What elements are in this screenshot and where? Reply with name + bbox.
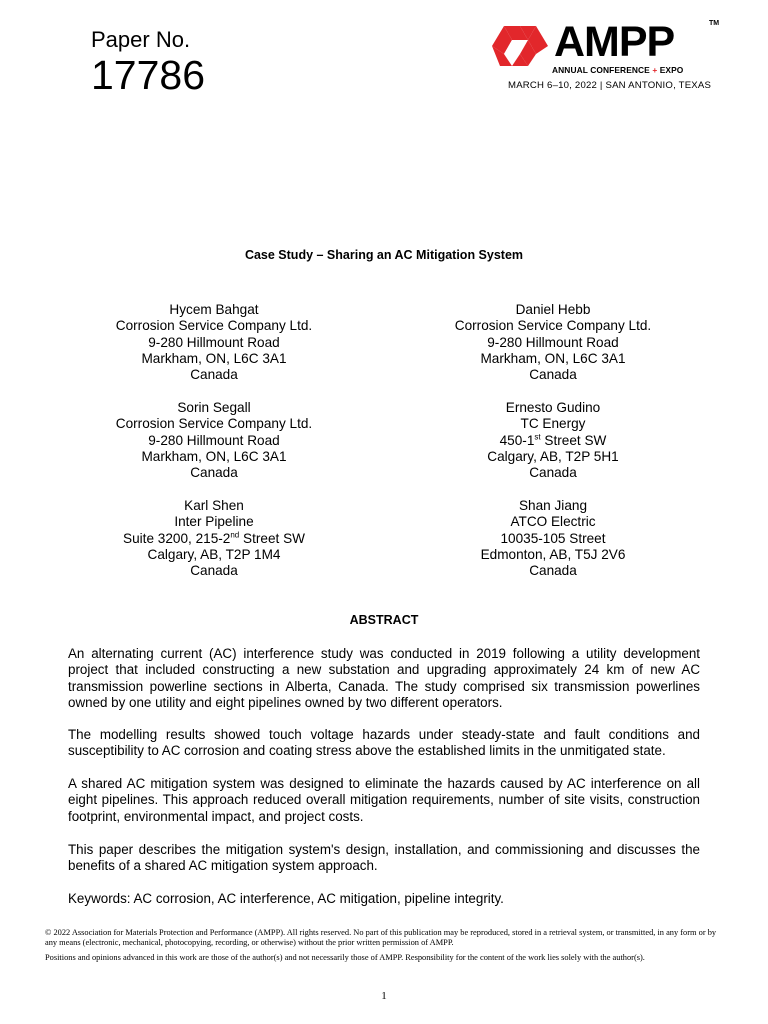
author-name: Sorin Segall [177, 400, 251, 415]
keywords-label: Keywords: [68, 891, 131, 906]
logo-subtitle-part2: EXPO [659, 65, 684, 75]
paper-label: Paper No. [91, 27, 191, 52]
author-street: 9-280 Hillmount Road [148, 432, 280, 448]
copyright-notice: © 2022 Association for Materials Protection and Performance (AMPP). All rights reserved. No part of this publication may be reproduced, stored in a retrieval system, or transmitted, in any form or by any means (electronic, mechanical, photocopying, recording, or otherwise) without the prior written permission of AMPP. [45, 928, 717, 948]
abstract-paragraph: The modelling results showed touch voltage hazards under steady-state and fault conditions and susceptibility to AC corrosion and coating stress above the established limits in the unmitigated state. [68, 727, 700, 759]
author-org: ATCO Electric [510, 514, 596, 530]
ordinal-suffix: st [534, 432, 541, 442]
street-post: Street SW [540, 432, 607, 448]
author-block [403, 498, 703, 579]
author-name: Karl Shen [184, 498, 244, 513]
author-org: Inter Pipeline [174, 514, 254, 530]
logo-subtitle-part1: ANNUAL CONFERENCE [552, 65, 650, 75]
author-country: Canada [190, 367, 238, 383]
author-country: Canada [529, 367, 577, 383]
author-city: Calgary, AB, T2P 1M4 [147, 546, 281, 562]
author-country: Canada [190, 563, 238, 579]
street-pre: 450-1 [499, 432, 535, 448]
author-block [403, 302, 703, 383]
author-street [403, 433, 703, 449]
author-city: Markham, ON, L6C 3A1 [141, 350, 287, 366]
logo-trademark: TM [709, 20, 720, 27]
street-pre: Suite 3200, 215-2 [123, 530, 231, 546]
author-street: 9-280 Hillmount Road [148, 334, 280, 350]
author-street: 9-280 Hillmount Road [487, 334, 619, 350]
author-name: Daniel Hebb [515, 302, 591, 317]
ampp-logo [490, 18, 722, 96]
author-city: Edmonton, AB, T5J 2V6 [480, 546, 626, 562]
author-country: Canada [529, 563, 577, 579]
abstract-paragraph: An alternating current (AC) interference study was conducted in 2019 following a utility development project that included constructing a new substation and upgrading approximately 24 km of new AC transmission powerline sections in Alberta, Canada. The study comprised six transmission powerlines owned by one utility and eight pipelines owned by two different operators. [68, 646, 700, 710]
author-name: Hycem Bahgat [169, 302, 259, 317]
author-org: Corrosion Service Company Ltd. [115, 416, 313, 432]
author-org: Corrosion Service Company Ltd. [454, 318, 652, 334]
author-street: 10035-105 Street [500, 530, 606, 546]
author-name: Shan Jiang [518, 498, 588, 513]
abstract-paragraph: A shared AC mitigation system was designed to eliminate the hazards caused by AC interference on all eight pipelines. This approach reduced overall mitigation requirements, number of site visits, construction footprint, environmental impact, and project costs. [68, 776, 700, 824]
author-city: Markham, ON, L6C 3A1 [141, 448, 287, 464]
ampp-logo-mark-icon [490, 24, 550, 68]
author-block [64, 498, 364, 579]
street-post: Street SW [239, 530, 305, 546]
author-org: TC Energy [520, 416, 586, 432]
author-org: Corrosion Service Company Ltd. [115, 318, 313, 334]
author-street [64, 531, 364, 547]
ordinal-suffix: nd [230, 530, 240, 540]
abstract-heading: ABSTRACT [349, 613, 419, 627]
page-number: 1 [381, 990, 387, 1002]
author-country: Canada [190, 465, 238, 481]
author-country: Canada [529, 465, 577, 481]
author-block [64, 302, 364, 383]
author-city: Markham, ON, L6C 3A1 [480, 350, 626, 366]
keywords-text: AC corrosion, AC interference, AC mitigation, pipeline integrity. [133, 891, 504, 906]
paper-number: 17786 [91, 52, 206, 98]
disclaimer-notice: Positions and opinions advanced in this work are those of the author(s) and not necessarily those of AMPP. Responsibility for the content of the work lies solely with the author(s). [45, 953, 645, 962]
conference-dates: MARCH 6–10, 2022 | SAN ANTONIO, TEXAS [508, 80, 712, 91]
logo-wordmark: AMPP [554, 18, 675, 66]
logo-subtitle-plus: + [652, 65, 658, 75]
author-city: Calgary, AB, T2P 5H1 [487, 448, 619, 464]
author-name: Ernesto Gudino [505, 400, 601, 415]
abstract-paragraph: This paper describes the mitigation system's design, installation, and commissioning and discusses the benefits of a shared AC mitigation system approach. [68, 842, 700, 874]
keywords [68, 891, 700, 907]
logo-subtitle [552, 65, 683, 75]
paper-title: Case Study – Sharing an AC Mitigation System [244, 248, 524, 262]
author-block [64, 400, 364, 481]
author-block [403, 400, 703, 481]
